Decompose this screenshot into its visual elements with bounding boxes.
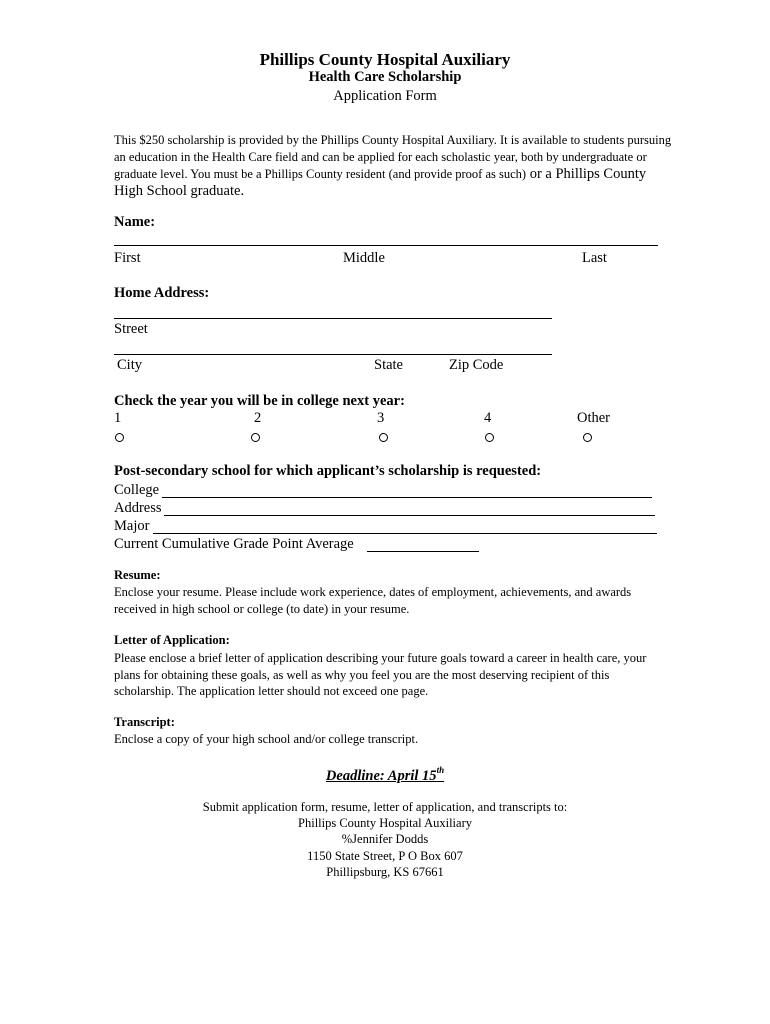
year-other-radio[interactable] [583, 433, 592, 442]
home-address-label: Home Address: [114, 285, 210, 301]
name-label: Name: [114, 214, 156, 230]
year-3-radio[interactable] [379, 433, 388, 442]
transcript-heading: Transcript: [114, 715, 175, 729]
page-subtitle: Health Care Scholarship [308, 69, 462, 85]
school-address-field-line[interactable] [164, 515, 655, 516]
deadline [0, 765, 770, 785]
gpa-field-line[interactable] [367, 551, 479, 552]
letter-heading: Letter of Application: [114, 633, 230, 647]
year-option-2-label: 2 [254, 410, 262, 426]
college-field-line[interactable] [162, 497, 652, 498]
major-caption: Major [114, 518, 150, 534]
submit-instructions: Submit application form, resume, letter of application, and transcripts to: [202, 800, 568, 814]
resume-heading: Resume: [114, 568, 161, 582]
name-field-line[interactable] [114, 245, 658, 246]
submit-street: 1150 State Street, P O Box 607 [307, 849, 463, 863]
year-2-radio[interactable] [251, 433, 260, 442]
submit-contact: %Jennifer Dodds [341, 832, 429, 846]
letter-instructions: Please enclose a brief letter of application describing your future goals toward a career in health care, your plans for obtaining these goals, as well as why you feel you are the most deserving recipient of this scholarship. The application letter should not exceed one page. [114, 651, 647, 698]
college-caption: College [114, 482, 160, 498]
submit-organization: Phillips County Hospital Auxiliary [298, 816, 472, 830]
year-option-4-label: 4 [484, 410, 492, 426]
deadline-text: Deadline: April 15 [325, 768, 437, 784]
year-1-radio[interactable] [115, 433, 124, 442]
name-middle-caption: Middle [343, 250, 385, 266]
name-last-caption: Last [582, 250, 607, 266]
submit-city: Phillipsburg, KS 67661 [326, 865, 444, 879]
transcript-instructions: Enclose a copy of your high school and/or college transcript. [114, 732, 419, 746]
zip-caption: Zip Code [449, 357, 504, 373]
school-address-caption: Address [114, 500, 162, 516]
form-name: Application Form [333, 88, 437, 104]
intro-text: This $250 scholarship is provided by the Phillips County Hospital Auxiliary. It is available to students pursuing an education in the Health Care field and can be applied for each scholastic year, both by undergraduate or graduate level. You must be a Phillips County resident (and provide proof as such) [114, 133, 672, 181]
resume-instructions: Enclose your resume. Please include work experience, dates of employment, achievements, and awards received in high school or college (to date) in your resume. [114, 585, 632, 616]
intro-text-large: or a Phillips County High School graduate. [114, 166, 647, 199]
street-field-line[interactable] [114, 318, 552, 319]
street-caption: Street [114, 321, 148, 337]
gpa-caption: Current Cumulative Grade Point Average [114, 536, 354, 552]
intro-paragraph [114, 132, 674, 200]
name-first-caption: First [114, 250, 141, 266]
deadline-suffix: th [436, 765, 445, 775]
city-caption: City [117, 357, 142, 373]
year-option-3-label: 3 [377, 410, 385, 426]
school-section-label: Post-secondary school for which applicant’s scholarship is requested: [114, 463, 542, 479]
major-field-line[interactable] [153, 533, 657, 534]
page-title: Phillips County Hospital Auxiliary [259, 50, 511, 69]
year-4-radio[interactable] [485, 433, 494, 442]
state-caption: State [374, 357, 403, 373]
college-year-label: Check the year you will be in college next year: [114, 393, 405, 409]
city-state-zip-field-line[interactable] [114, 354, 552, 355]
year-option-other-label: Other [577, 410, 611, 426]
year-option-1-label: 1 [114, 410, 122, 426]
